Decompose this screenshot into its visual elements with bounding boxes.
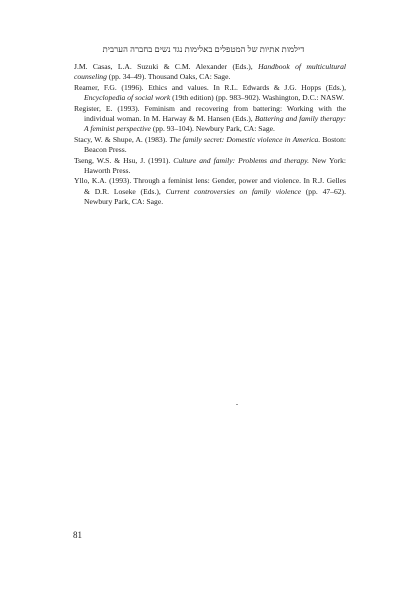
reference-text: (pp. 93–104). Newbury Park, CA: Sage. [150, 124, 275, 134]
reference-title: Current controversies on family violence [165, 186, 301, 196]
page-number: 81 [73, 530, 82, 540]
reference-text: (19th edition) (pp. 983–902). Washington, D.C.: NASW. [170, 93, 345, 103]
reference-text: Reamer, F.G. (1996). Ethics and values. In R.L. Edwards & J.G. Hopps (Eds.), [74, 82, 346, 92]
reference-title: The family secret: Domestic violence in America. [169, 134, 321, 144]
scan-speck [236, 404, 238, 405]
reference-title: Battering and family therapy: A feminist perspective [84, 114, 346, 134]
reference-text: (pp. 47–62). Newbury Park, CA: Sage. [84, 186, 346, 207]
reference-text: New York: Haworth Press. [84, 155, 346, 176]
reference-entry [74, 156, 346, 177]
reference-text: Tseng, W.S. & Hsu, J. (1991). [74, 155, 174, 165]
reference-text: (pp. 34–49). Thousand Oaks, CA: Sage. [106, 72, 231, 82]
reference-entry [74, 62, 346, 83]
running-header: דילמות אתיות של המטפלים באלימות נגד נשים בחברה הערבית [102, 45, 305, 54]
reference-entry [74, 104, 346, 135]
reference-title: Encyclopedia of social work [84, 93, 171, 103]
reference-list [74, 62, 346, 208]
reference-title: Handbook of multicultural counseling [74, 62, 346, 82]
reference-entry [74, 176, 346, 207]
reference-text: Boston: Beacon Press. [84, 134, 346, 155]
reference-text: Register, E. (1993). Feminism and recovering from battering: Working with the individual woman. In M. Harway & M. Hansen (Eds.), [74, 103, 346, 124]
reference-text: J.M. Casas, L.A. Suzuki & C.M. Alexander (Eds.), [74, 62, 259, 71]
reference-text: Stacy, W. & Shupe, A. (1983). [74, 134, 170, 144]
reference-entry [74, 83, 346, 104]
reference-entry [74, 135, 346, 156]
reference-text: Yllo, K.A. (1993). Through a feminist lens: Gender, power and violence. In R.J. Gelles & D.R. Loseke (Eds.), [74, 176, 346, 196]
reference-title: Culture and family: Problems and therapy. [173, 155, 309, 165]
